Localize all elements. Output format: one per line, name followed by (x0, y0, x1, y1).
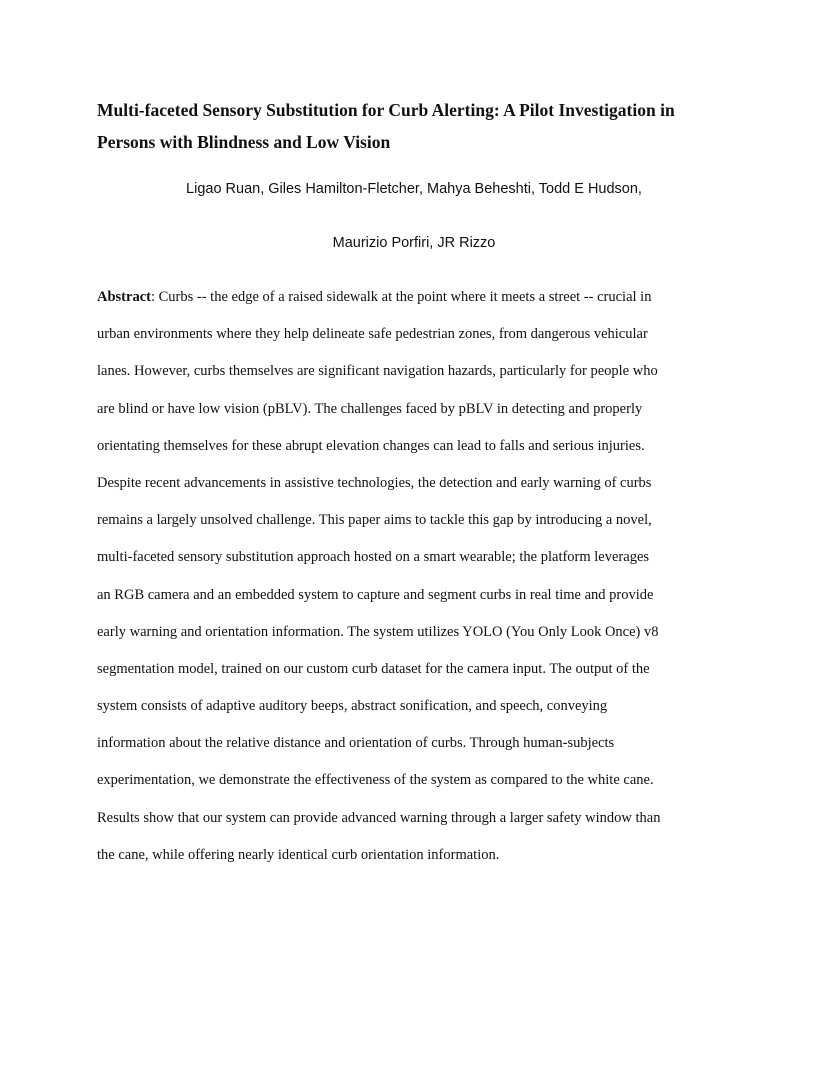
abstract-line: segmentation model, trained on our custom curb dataset for the camera input. The output of the (97, 660, 650, 677)
abstract-line: lanes. However, curbs themselves are significant navigation hazards, particularly for people who (97, 363, 658, 380)
title-line: Multi-faceted Sensory Substitution for Curb Alerting: A Pilot Investigation in (97, 100, 675, 120)
authors-line: Ligao Ruan, Giles Hamilton-Fletcher, Mahya Beheshti, Todd E Hudson, (186, 181, 642, 197)
abstract-line: Despite recent advancements in assistive technologies, the detection and early warning of curbs (97, 474, 652, 491)
title-line: Persons with Blindness and Low Vision (97, 132, 391, 152)
abstract-line: information about the relative distance and orientation of curbs. Through human-subjects (97, 735, 615, 752)
abstract (97, 286, 737, 881)
abstract-label: Abstract (97, 289, 151, 305)
abstract-line: early warning and orientation information. The system utilizes YOLO (You Only Look Once) v8 (97, 623, 659, 640)
paper-title (97, 94, 747, 158)
abstract-line: system consists of adaptive auditory beeps, abstract sonification, and speech, conveying (97, 698, 608, 715)
abstract-line: an RGB camera and an embedded system to capture and segment curbs in real time and provide (97, 586, 654, 603)
abstract-line: multi-faceted sensory substitution approach hosted on a smart wearable; the platform leverages (97, 549, 650, 566)
abstract-line: are blind or have low vision (pBLV). The challenges faced by pBLV in detecting and properly (97, 400, 643, 417)
abstract-line: orientating themselves for these abrupt elevation changes can lead to falls and serious injuries. (97, 437, 645, 454)
abstract-line: Results show that our system can provide advanced warning through a larger safety window than (97, 809, 661, 826)
abstract-line: urban environments where they help delineate safe pedestrian zones, from dangerous vehicular (97, 326, 648, 343)
authors-line: Maurizio Porfiri, JR Rizzo (332, 235, 496, 251)
abstract-line: the cane, while offering nearly identical curb orientation information. (97, 846, 500, 863)
abstract-line (97, 286, 737, 323)
abstract-line: remains a largely unsolved challenge. This paper aims to tackle this gap by introducing a novel, (97, 512, 652, 529)
abstract-line: experimentation, we demonstrate the effectiveness of the system as compared to the white cane. (97, 772, 654, 789)
abstract-text: : Curbs -- the edge of a raised sidewalk at the point where it meets a street -- crucial in (150, 289, 652, 305)
